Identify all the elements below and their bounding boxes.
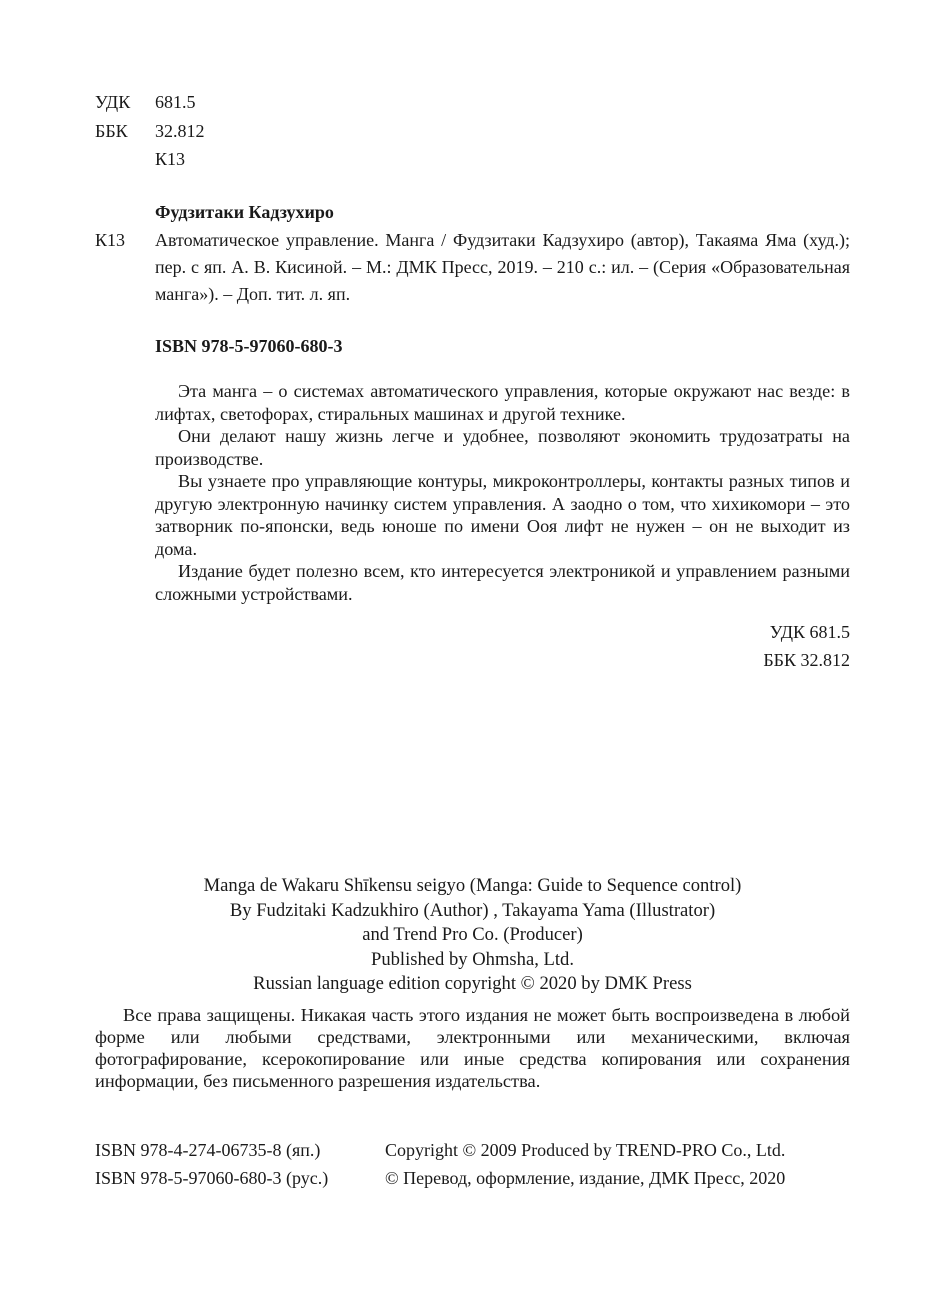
annotation-udk: УДК 681.5 (769, 622, 850, 642)
copyright-translation: © Перевод, оформление, издание, ДМК Пресс, 2020 (385, 1168, 786, 1188)
original-edition-line: Published by Ohmsha, Ltd. (371, 948, 574, 970)
original-edition-line: Manga de Wakaru Shīkensu seigyo (Manga: Guide to Sequence control) (203, 875, 742, 896)
bib-mark: К13 (95, 230, 126, 250)
original-edition (95, 874, 850, 997)
author-heading: Фудзитаки Кадзухиро (155, 202, 334, 222)
original-edition-line: By Fudzitaki Kadzukhiro (Author) , Takayama Yama (Illustrator) (229, 899, 716, 921)
annotation-bbk: ББК 32.812 (763, 650, 850, 670)
annotation-paragraph: Они делают нашу жизнь легче и удобнее, позволяют экономить трудозатраты на производстве. (155, 426, 850, 469)
bbk-value: 32.812 (155, 121, 205, 141)
original-edition-line: Russian language edition copyright © 2020 by DMK Press (253, 973, 692, 994)
rights-notice (95, 1004, 850, 1092)
bib-description: Автоматическое управление. Манга / Фудзитаки Кадзухиро (автор), Такаяма Яма (худ.); пер. с яп. А. В. Кисиной. – М.: ДМК Пресс, 2019. – 210 с.: ил. – (Серия «Образовательная манга»). – Доп. тит. л. яп. (155, 230, 850, 304)
annotation-paragraph: Издание будет полезно всем, кто интересуется электроникой и управлением разными сложными устройствами. (155, 561, 850, 604)
rights-text: Все права защищены. Никакая часть этого издания не может быть воспроизведена в любой форме или любыми средствами, электронными или механическими, включая фотографирование, ксерокопирование или иные средства копирования или сохранения информации, без письменного разрешения издательства. (95, 1005, 850, 1091)
copyright-original: Copyright © 2009 Produced by TREND-PRO Co., Ltd. (385, 1140, 786, 1160)
isbn-japanese: ISBN 978-4-274-06735-8 (яп.) (95, 1140, 321, 1160)
annotation (155, 380, 850, 605)
isbn-russian: ISBN 978-5-97060-680-3 (рус.) (95, 1168, 329, 1188)
author-mark: К13 (155, 149, 186, 169)
udk-value: 681.5 (155, 92, 196, 112)
bib-isbn: ISBN 978-5-97060-680-3 (155, 336, 343, 356)
annotation-paragraph: Эта манга – о системах автоматического управления, которые окружают нас везде: в лифтах, светофорах, стиральных машинах и другой технике. (155, 381, 850, 424)
udk-label: УДК (95, 92, 131, 112)
annotation-paragraph: Вы узнаете про управляющие контуры, микроконтроллеры, контакты разных типов и другую электронную начинку систем управления. А заодно о том, что хихикомори – это затворник по-японски, ведь юноше по имени Ооя лифт не нужен – он не выходит из дома. (155, 471, 850, 559)
original-edition-line: and Trend Pro Co. (Producer) (362, 924, 583, 945)
bbk-label: ББК (95, 121, 128, 141)
